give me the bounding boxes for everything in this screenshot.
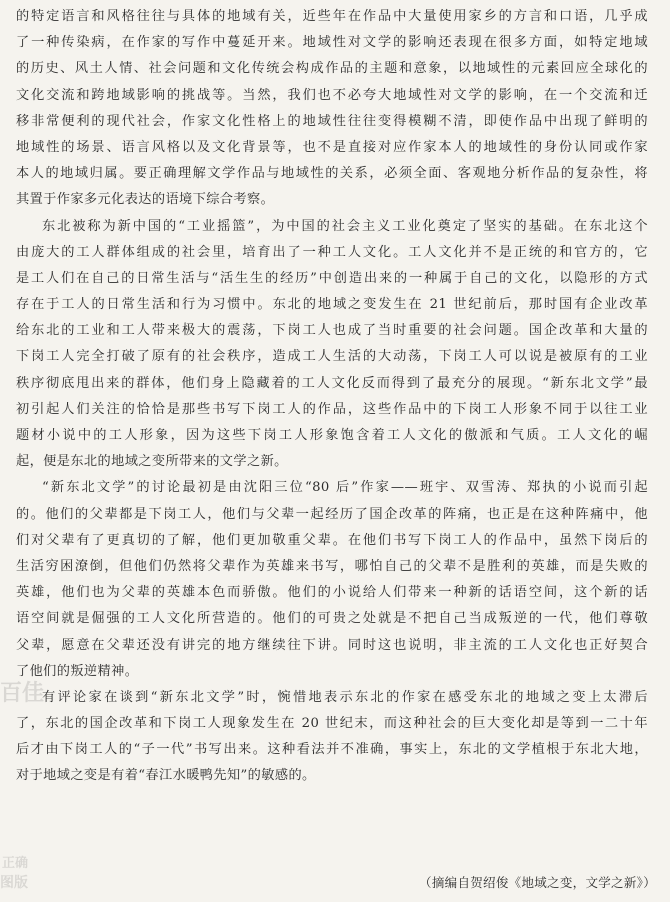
watermark-text: 图版 — [0, 875, 28, 891]
text-line: 父辈，愿意在父辈还没有讲完的地方继续往下讲。同时这也说明，非主流的工人文化也正好契合 — [16, 637, 648, 653]
text-line: 移非常便利的现代社会，作家文化性格上的地域性往往变得模糊不清，即使作品中出现了鲜明的 — [16, 113, 648, 129]
text-line: 其置于作家多元化表达的语境下综合考察。 — [16, 192, 275, 208]
document-page — [16, 4, 648, 900]
text-line: 对于地域之变是有着“春江水暖鸭先知”的敏感的。 — [16, 768, 316, 784]
text-line: 题材小说中的工人形象，因为这些下岗工人形象饱含着工人文化的傲派和气质。工人文化的崛 — [16, 428, 648, 443]
source-citation: （摘编自贺绍俊《地域之变，文学之新》） — [419, 875, 656, 890]
text-line: 地域性的场景、语言风格以及文化背景等，也不是直接对应作家本人的地域性的身份认同或作家 — [16, 139, 648, 155]
text-line: 英雄，他们也为父辈的英雄本色而骄傲。他们的小说给人们带来一种新的话语空间，这个新的话 — [16, 585, 648, 601]
text-line: 是工人们在自己的日常生活与“活生生的经历”中创造出来的一种属于自己的文化，以隐形的方式 — [16, 270, 648, 286]
watermark-text: 正确 — [2, 856, 29, 871]
text-line: 们对父辈有了更真切的了解，他们更加敬重父辈。在他们书写下岗工人的作品中，虽然下岗后的 — [16, 532, 648, 548]
text-line: 的历史、风土人情、社会问题和文化传统会构成作品的主题和意象，以地域性的元素回应全球化的 — [16, 61, 648, 77]
text-line: 语空间就是倔强的工人文化所营造的。他们的可贵之处就是不把自己当成叛逆的一代，他们尊敬 — [16, 611, 648, 627]
text-line: 给东北的工业和工人带来极大的震荡，下岗工人也成了当时重要的社会问题。国企改革和大量的 — [16, 323, 648, 339]
text-line: 了他们的叛逆精神。 — [16, 663, 139, 679]
paragraph — [16, 475, 648, 685]
text-line: 后才由下岗工人的“子一代”书写出来。这种看法并不准确，事实上，东北的文学植根于东北大地， — [16, 742, 648, 758]
text-line: 初引起人们关注的恰恰是那些书写下岗工人的作品，这些作品中的下岗工人形象不同于以往工业 — [16, 401, 648, 417]
text-line: 秩序彻底甩出来的群体，他们身上隐藏着的工人文化反而得到了最充分的展现。“新东北文学”最 — [16, 375, 648, 391]
text-line: 了，东北的国企改革和下岗工人现象发生在 20 世纪末，而这种社会的巨大变化却是等到一二十年 — [16, 716, 648, 732]
text-line: “新东北文学”的讨论最初是由沈阳三位“80 后”作家——班宇、双雪涛、郑执的小说而引起 — [42, 480, 648, 496]
watermark-text: 百佳 — [0, 681, 45, 706]
text-line: 起，便是东北的地域之变所带来的文学之新。 — [16, 454, 288, 470]
text-line: 文化交流和跨地域影响的挑战等。当然，我们也不必夸大地域性对文学的影响，在一个交流和迁 — [16, 87, 648, 103]
text-line: 本人的地域归属。要正确理解文学作品与地域性的关系，必须全面、客观地分析作品的复杂性，将 — [16, 166, 648, 182]
text-line: 由庞大的工人群体组成的社会里，培育出了一种工人文化。工人文化并不是正统的和官方的，它 — [16, 244, 648, 260]
text-line: 了一种传染病，在作家的写作中蔓延开来。地域性对文学的影响还表现在很多方面，如特定地域 — [16, 35, 648, 51]
text-line: 有评论家在谈到“新东北文学”时，惋惜地表示东北的作家在感受东北的地域之变上太滞后 — [42, 689, 648, 705]
text-line: 下岗工人完全打破了原有的社会秩序，造成工人生活的大动荡，下岗工人可以说是被原有的工业 — [16, 349, 648, 365]
paragraph — [16, 685, 648, 790]
text-line: 的特定语言和风格往往与具体的地域有关，近些年在作品中大量使用家乡的方言和口语，几乎成 — [16, 9, 648, 24]
text-line: 存在于工人的日常生活和行为习惯中。东北的地域之变发生在 21 世纪前后，那时国有企业改革 — [16, 297, 648, 313]
text-line: 生活穷困潦倒，但他们仍然将父辈作为英雄来书写，哪怕自己的父辈不是胜利的英雄，而是失败的 — [16, 558, 648, 574]
paragraph — [16, 4, 648, 214]
paragraph — [16, 214, 648, 476]
text-line: 东北被称为新中国的“工业摇篮”，为中国的社会主义工业化奠定了坚实的基础。在东北这个 — [42, 218, 648, 234]
text-line: 的。他们的父辈都是下岗工人，他们与父辈一起经历了国企改革的阵痛，也正是在这种阵痛中，他 — [16, 506, 648, 522]
